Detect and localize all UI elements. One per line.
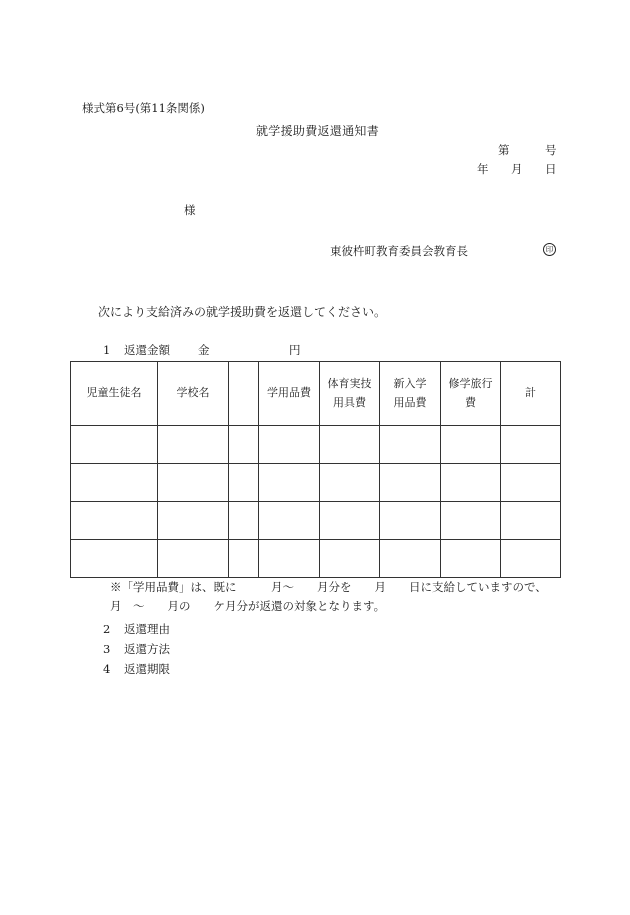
item4-label: 返還期限 bbox=[124, 662, 170, 676]
table-cell bbox=[380, 540, 441, 578]
table-cell bbox=[229, 426, 259, 464]
table-cell bbox=[320, 540, 380, 578]
table-row bbox=[71, 426, 561, 464]
document-number-dai: 第 bbox=[498, 143, 510, 157]
seal-stamp-mark: 印 bbox=[543, 243, 556, 256]
item2-number: 2 bbox=[103, 622, 111, 636]
table-cell bbox=[229, 502, 259, 540]
date-month-label: 月 bbox=[511, 162, 523, 176]
body-instruction-text: 次により支給済みの就学援助費を返還してください。 bbox=[98, 305, 387, 319]
table-cell bbox=[501, 464, 561, 502]
item3-label: 返還方法 bbox=[124, 642, 170, 656]
item1-number: 1 bbox=[103, 343, 111, 357]
table-row bbox=[71, 464, 561, 502]
table-header-text: 児童生徒名 bbox=[86, 386, 142, 400]
table-cell bbox=[320, 502, 380, 540]
table-header-text: 体育実技 bbox=[327, 376, 372, 390]
table-cell bbox=[501, 502, 561, 540]
table-cell bbox=[380, 426, 441, 464]
table-header-cell bbox=[501, 362, 561, 426]
table-row bbox=[71, 540, 561, 578]
date-day-label: 日 bbox=[545, 162, 557, 176]
item1-label: 返還金額 bbox=[124, 343, 170, 357]
form-number-label: 様式第6号(第11条関係) bbox=[82, 101, 205, 115]
table-cell bbox=[380, 464, 441, 502]
table-cell bbox=[158, 426, 229, 464]
table-cell bbox=[71, 426, 158, 464]
table-cell bbox=[259, 464, 320, 502]
table-header-cell bbox=[441, 362, 501, 426]
table-cell bbox=[501, 540, 561, 578]
table-cell bbox=[158, 464, 229, 502]
table-cell bbox=[158, 540, 229, 578]
table-header-text: 学校名 bbox=[176, 386, 210, 400]
item1-kin-label: 金 bbox=[198, 343, 210, 357]
table-cell bbox=[441, 426, 501, 464]
table-cell bbox=[259, 540, 320, 578]
table-cell bbox=[229, 464, 259, 502]
table-cell bbox=[441, 540, 501, 578]
table-header-cell bbox=[158, 362, 229, 426]
table-header-cell bbox=[71, 362, 158, 426]
note-line-1: ※「学用品費」は、既に 月～ 月分を 月 日に支給していますので、 bbox=[110, 580, 547, 594]
table-header-text: 新入学 bbox=[393, 376, 427, 390]
table-header-row bbox=[71, 362, 561, 426]
table-header-text: 費 bbox=[465, 395, 476, 409]
table-cell bbox=[158, 502, 229, 540]
addressee-honorific: 様 bbox=[184, 203, 196, 217]
sender-name: 東彼杵町教育委員会教育長 bbox=[330, 244, 468, 258]
table-cell bbox=[71, 464, 158, 502]
table-header-cell bbox=[259, 362, 320, 426]
table-row bbox=[71, 502, 561, 540]
table-header-cell bbox=[380, 362, 441, 426]
table-cell bbox=[229, 540, 259, 578]
table-cell bbox=[259, 426, 320, 464]
date-year-label: 年 bbox=[477, 162, 489, 176]
item2-label: 返還理由 bbox=[124, 622, 170, 636]
table-cell bbox=[320, 426, 380, 464]
note-line-2: 月 ～ 月の ケ月分が返還の対象となります。 bbox=[110, 599, 386, 613]
table-cell bbox=[259, 502, 320, 540]
table-cell bbox=[380, 502, 441, 540]
table-header-text: 用品費 bbox=[393, 395, 427, 409]
refund-detail-table bbox=[70, 361, 561, 578]
table-header-text: 計 bbox=[525, 386, 536, 400]
item4-number: 4 bbox=[103, 662, 111, 676]
table-header-cell bbox=[320, 362, 380, 426]
table-header-cell bbox=[229, 362, 259, 426]
document-number-go: 号 bbox=[545, 143, 557, 157]
document-title: 就学援助費返還通知書 bbox=[256, 124, 380, 138]
table-cell bbox=[71, 502, 158, 540]
item1-en-label: 円 bbox=[289, 343, 301, 357]
table-cell bbox=[320, 464, 380, 502]
table-cell bbox=[501, 426, 561, 464]
table-cell bbox=[441, 502, 501, 540]
table-cell bbox=[441, 464, 501, 502]
table-header-text: 学用品費 bbox=[267, 386, 311, 400]
table-header-text: 用具費 bbox=[333, 395, 366, 409]
table-header-text: 修学旅行 bbox=[448, 376, 493, 390]
table-cell bbox=[71, 540, 158, 578]
item3-number: 3 bbox=[103, 642, 111, 656]
